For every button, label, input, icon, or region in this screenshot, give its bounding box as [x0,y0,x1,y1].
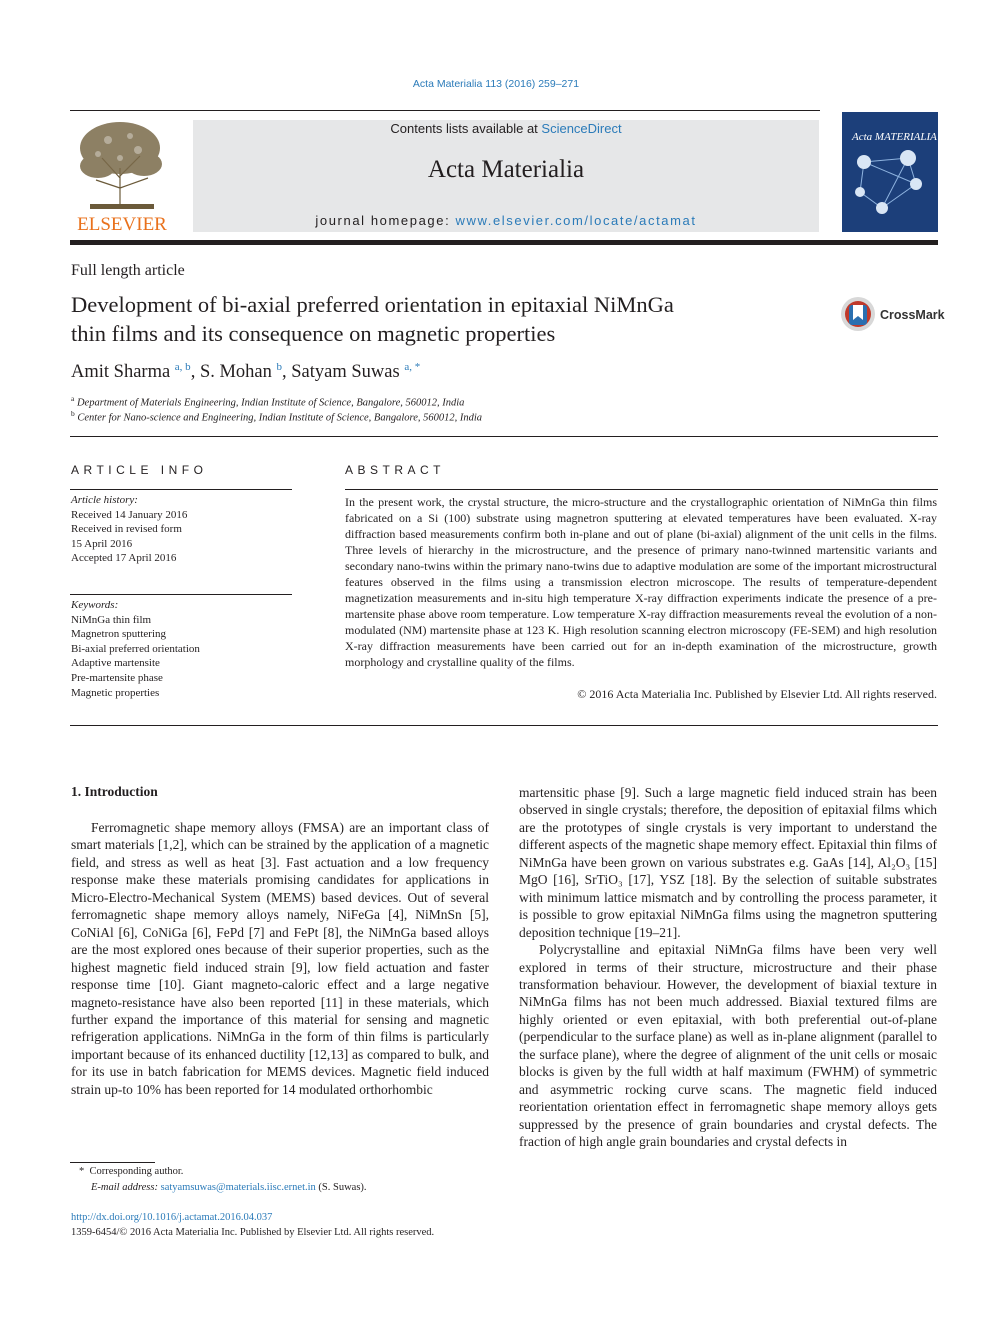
author-name: S. Mohan [199,362,272,383]
keyword-item: Magnetron sputtering [71,628,167,641]
author-affil-marks[interactable]: a, * [404,361,421,373]
homepage-link[interactable]: www.elsevier.com/locate/actamat [455,213,697,228]
affiliation-mark: a [71,394,75,403]
footnote-mark: * [79,1166,85,1177]
author-3[interactable] [291,362,420,382]
author-affil-marks[interactable]: b [276,361,283,373]
affiliation-a [71,394,464,409]
author-name: Satyam Suwas [291,362,400,383]
history-item: Accepted 17 April 2016 [71,552,177,565]
journal-homepage [193,213,819,228]
contents-prefix: Contents lists available at [390,121,542,136]
abstract-text: In the present work, the crystal structure, the micro-structure and the crystallographic orientation of NiMnGa thin films fabricated on a Si (100) substrate using magnetron sputtering at elevated temperatures have been evaluated. X-ray diffraction based measurements confirm both in-plane and out of plane (bi-axial) alignment of the unit cells in the films. Three levels of hierarchy in the microstructure, and the presence of primary nano-twinned martensitic variants and secondary nano-twins within the primary nano-twins due to adaptive modulation are some of the important microstructural features observed in the films using a transmission electron microscope. The results of temperature-dependent magnetization measurements and in-situ high temperature X-ray diffraction experiments indicate the presence of a pre-martensite phase above room temperature. Low temperature X-ray diffraction measurements reveal the evolution of a non-modulated (NM) martensite phase at 123 K. High resolution scanning electron microscopy (FE-SEM) and high resolution X-ray diffraction measurements have been carried out for an in-depth examination of the microstructure, growth morphology and crystalline quality of the films. [345,495,937,669]
author-affil-marks[interactable]: a, b [174,361,191,373]
crossmark-label: CrossMark [880,308,945,322]
history-item: 15 April 2016 [71,537,133,550]
history-item: Received 14 January 2016 [71,508,188,521]
paragraph: Polycrystalline and epitaxial NiMnGa films have been very well explored in terms of their structure, microstructure and their phase transformation behaviour. However, the development of biaxial texture in NiMnGa films has not been much addressed. Biaxial textured films are highly oriented or even epitaxial, with both preferential out-of-plane (perpendicular to the surface plane) as well as in-plane alignment (parallel to the surface plane), where the degree of alignment of the unit cells or mosaic blocks is given by the full width at half maximum (FWHM) of symmetric and asymmetric rocking curve scans. The magnetic field induced reorientation orientation effect in ferromagnetic shape memory alloys gets suppressed by the presence of grain boundaries and crystal defects. The fraction of high angle grain boundaries and crystal defects in [519,942,937,1150]
affiliation-b [71,409,482,424]
footnote-text: Corresponding author. [89,1166,184,1177]
body-right-column [519,784,937,1151]
article-title [71,290,811,348]
keyword-item: NiMnGa thin film [71,613,152,626]
article-history [71,493,187,566]
article-info-heading: ARTICLE INFO [71,463,208,477]
article-info-rule [70,489,292,490]
history-label: Article history: [71,494,138,506]
footnote-rule [70,1162,155,1163]
keywords-block [71,598,200,700]
author-separator: , [282,362,292,383]
keyword-item: Adaptive martensite [71,657,160,670]
keywords-label: Keywords: [71,599,119,611]
paragraph: Ferromagnetic shape memory alloys (FMSA) are an important class of smart materials [1,2], which can be strained by the application of a magnetic field, and stress as well as heat [3]. Fast actuation and a low frequency response make these materials promising candidates for applications in Micro-Electro-Mechanical System (MEMS) based devices. Out of several ferromagnetic shape memory alloys namely, NiFeGa [4], NiMnSn [5], CoNiAl [6], CoNiGa [6], FePd [7] and FePt [8], the NiMnGa based alloys are the most explored ones because of their superior properties, such as the highest magnetic field induced strain [9], low field actuation and faster response time [10]. Giant magneto-caloric effect and a large negative magneto-resistance have also been reported [11] in these materials, which further expand the importance of this material for sensing and magnetic refrigeration applications. NiMnGa in the form of thin films is particularly important because of its enhanced ductility [12,13] as compared to bulk, and for its use in batch fabrication for MEMS devices. Magnetic field induced strain up-to 10% has been reported for 14 modulated orthorhombic [71,820,489,1097]
author-separator: , [190,362,200,383]
email-suffix: (S. Suwas). [318,1182,367,1193]
doi-link[interactable]: http://dx.doi.org/10.1016/j.actamat.2016.04.037 [71,1212,273,1223]
affiliation-rule [70,436,938,437]
sciencedirect-link[interactable]: ScienceDirect [541,121,622,136]
corresponding-author-note [79,1166,183,1177]
cover-title: Acta MATERIALIA [852,131,937,143]
header-top-rule [70,110,820,111]
section-heading-introduction: 1. Introduction [71,784,158,799]
article-type: Full length article [71,262,185,279]
header-bottom-rule [70,240,938,245]
email-label: E-mail address: [91,1182,158,1193]
keyword-item: Magnetic properties [71,686,160,699]
elsevier-wordmark: ELSEVIER [77,214,167,234]
title-line-2: thin films and its consequence on magnetic properties [71,321,556,346]
author-name: Amit Sharma [71,362,171,383]
journal-name: Acta Materialia [427,156,585,183]
affiliation-text: Center for Nano-science and Engineering, Indian Institute of Science, Bangalore, 560012, India [77,412,483,424]
affiliation-mark: b [71,409,75,418]
homepage-prefix: journal homepage: [315,213,456,228]
history-item: Received in revised form [71,523,182,536]
crossmark-badge[interactable] [840,296,950,336]
email-link[interactable]: satyamsuwas@materials.iisc.ernet.in [160,1182,316,1193]
cover-art [842,112,938,232]
journal-citation[interactable]: Acta Materialia 113 (2016) 259–271 [412,78,580,90]
crossmark-icon [840,296,880,336]
paragraph: martensitic phase [9]. Such a large magnetic field induced strain has been observed in single crystals; therefore, the deposition of epitaxial films which are the prototypes of single crystals is very important to understand the different aspects of the magnetic shape memory effect. Epitaxial thin films of NiMnGa have been grown on various substrates e.g. GaAs [14], Al₂O₃ [15] MgO [16], SrTiO₃ [17], YSZ [18]. By the selection of suitable substrates with minimum lattice mismatch and by controlling the process parameter, it is possible to grow epitaxial NiMnGa films using the magnetron sputtering deposition technique [19–21]. [519,785,937,940]
abstract-rule [345,489,938,490]
abstract-heading: ABSTRACT [345,463,446,477]
title-line-1: Development of bi-axial preferred orientation in epitaxial NiMnGa [71,292,674,317]
abstract-copyright: © 2016 Acta Materialia Inc. Published by Elsevier Ltd. All rights reserved. [577,687,937,701]
author-2[interactable] [200,362,282,382]
contents-line [193,121,819,136]
issn-copyright: 1359-6454/© 2016 Acta Materialia Inc. Published by Elsevier Ltd. All rights reserved. [71,1227,435,1238]
author-list [71,361,420,383]
keyword-item: Pre-martensite phase [71,671,163,684]
body-left-column [71,819,489,1098]
email-note [91,1182,367,1193]
elsevier-tree-logo [68,118,176,234]
abstract-bottom-rule [70,725,938,726]
keywords-rule [70,594,292,595]
affiliation-text: Department of Materials Engineering, Indian Institute of Science, Bangalore, 560012, India [76,397,465,409]
keyword-item: Bi-axial preferred orientation [71,642,200,655]
author-1[interactable] [71,362,191,382]
